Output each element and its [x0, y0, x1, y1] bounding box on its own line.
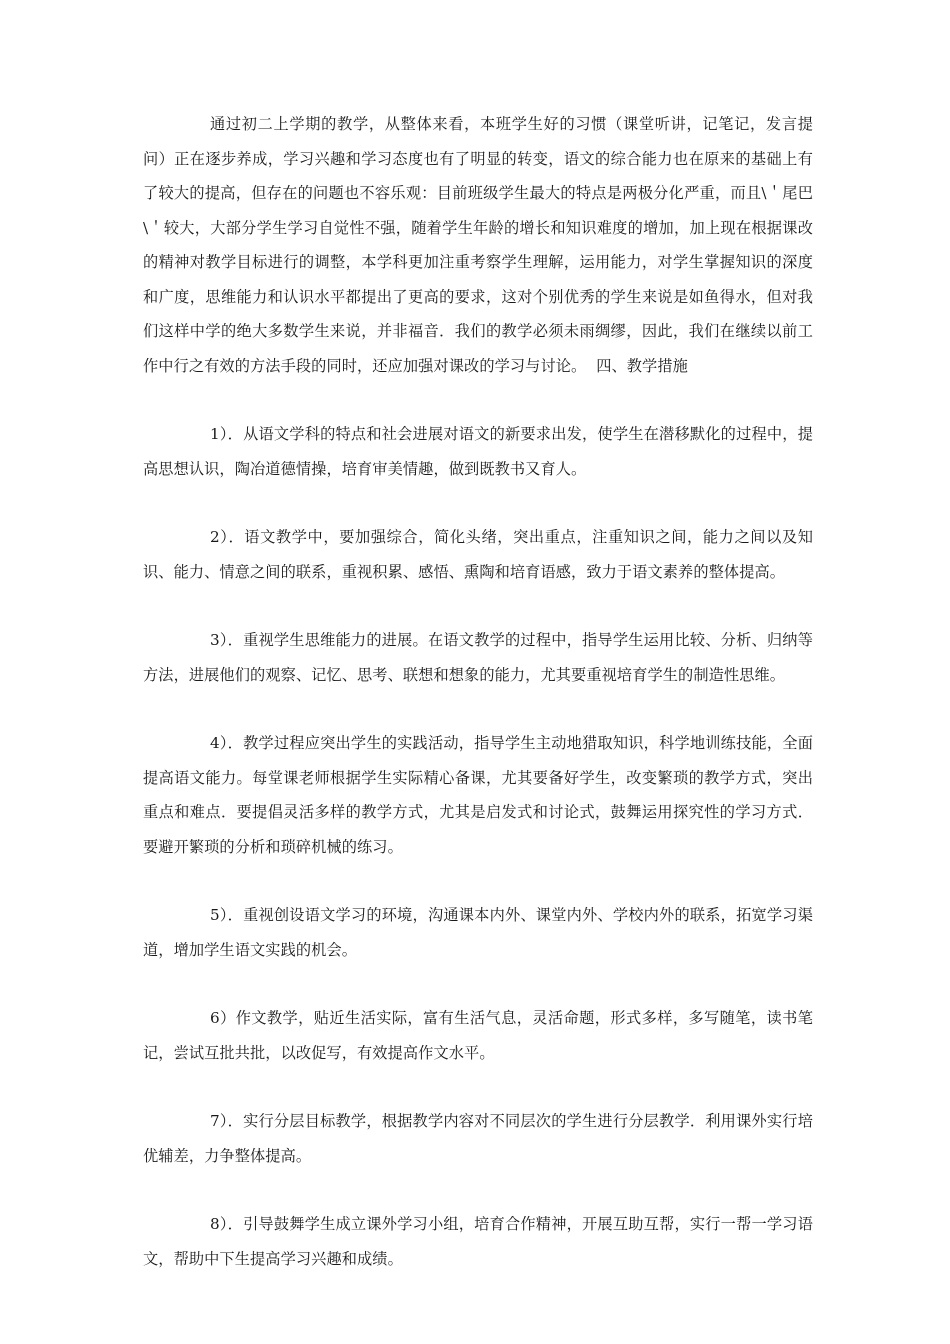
- measure-item-3: 3）．重视学生思维能力的进展。在语文教学的过程中，指导学生运用比较、分析、归纳等方法，进展他们的观察、记忆、思考、联想和想象的能力，尤其要重视培育学生的制造性思维。: [143, 631, 813, 684]
- measure-item-5: 5）．重视创设语文学习的环境，沟通课本内外、课堂内外、学校内外的联系，拓宽学习渠道，增加学生语文实践的机会。: [143, 906, 813, 959]
- measure-item-1: 1）．从语文学科的特点和社会进展对语文的新要求出发，使学生在潜移默化的过程中，提高思想认识，陶冶道德情操，培育审美情趣，做到既教书又育人。: [143, 425, 813, 478]
- measure-item-4: 4）．教学过程应突出学生的实践活动，指导学生主动地猎取知识，科学地训练技能，全面提高语文能力。每堂课老师根据学生实际精心备课，尤其要备好学生，改变繁琐的教学方式，突出重点和难点．要提倡灵活多样的教学方式，尤其是启发式和讨论式，鼓舞运用探究性的学习方式．要避开繁琐的分析和琐碎机械的练习。: [143, 734, 813, 856]
- measure-item-2: 2）．语文教学中，要加强综合，简化头绪，突出重点，注重知识之间，能力之间以及知识、能力、情意之间的联系，重视积累、感悟、熏陶和培育语感，致力于语文素养的整体提高。: [143, 528, 813, 581]
- document-body: [143, 107, 813, 1276]
- measure-item-6: 6）作文教学，贴近生活实际，富有生活气息，灵活命题，形式多样，多写随笔，读书笔记，尝试互批共批，以改促写，有效提高作文水平。: [143, 1009, 813, 1062]
- intro-paragraph: 通过初二上学期的教学，从整体来看，本班学生好的习惯（课堂听讲，记笔记，发言提问）正在逐步养成，学习兴趣和学习态度也有了明显的转变，语文的综合能力也在原来的基础上有了较大的提高，但存在的问题也不容乐观：目前班级学生最大的特点是两极分化严重，而且\＇尾巴\＇较大，大部分学生学习自觉性不强，随着学生年龄的增长和知识难度的增加，加上现在根据课改的精神对教学目标进行的调整，本学科更加注重考察学生理解，运用能力，对学生掌握知识的深度和广度，思维能力和认识水平都提出了更高的要求，这对个别优秀的学生来说是如鱼得水，但对我们这样中学的绝大多数学生来说，并非福音．我们的教学必须未雨绸缪，因此，我们在继续以前工作中行之有效的方法手段的同时，还应加强对课改的学习与讨论。 四、教学措施: [143, 115, 813, 375]
- measure-item-7: 7）．实行分层目标教学，根据教学内容对不同层次的学生进行分层教学．利用课外实行培优辅差，力争整体提高。: [143, 1112, 813, 1165]
- measure-item-8: 8）．引导鼓舞学生成立课外学习小组，培育合作精神，开展互助互帮，实行一帮一学习语文，帮助中下生提高学习兴趣和成绩。: [143, 1215, 813, 1268]
